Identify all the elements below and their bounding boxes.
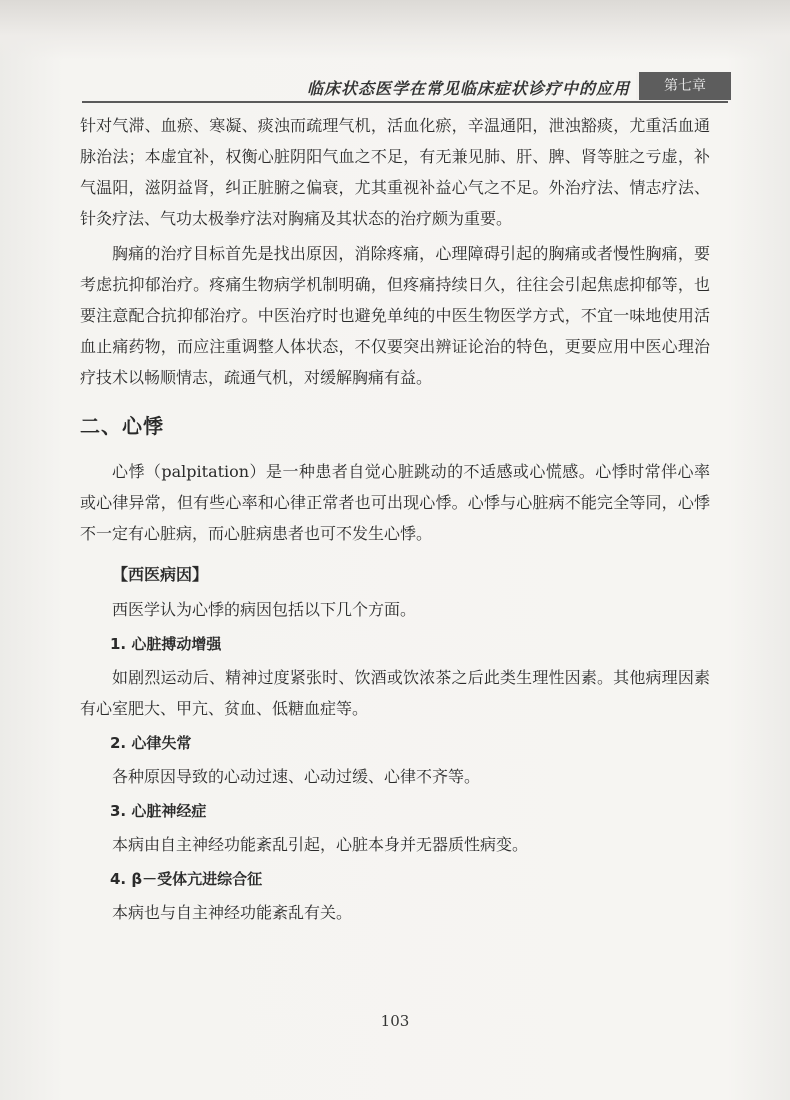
cause-heading: 2. 心律失常: [110, 734, 192, 752]
page-number: 103: [380, 1012, 410, 1030]
cause-heading: 3. 心脏神经症: [110, 802, 207, 820]
cause-text: 本病由自主神经功能紊乱引起，心脏本身并无器质性病变。: [112, 835, 529, 854]
chapter-tab: 第七章: [636, 72, 731, 100]
header-rule: [82, 101, 728, 103]
paragraph-continued: 针对气滞、血瘀、寒凝、痰浊而疏理气机，活血化瘀，辛温通阳，泄浊豁痰，尤重活血通脉治法；本虚宜补，权衡心脏阴阳气血之不足，有无兼见肺、肝、脾、肾等脏之亏虚，补气温阳，滋阴益肾，纠正脏腑之偏衰，尤其重视补益心气之不足。外治疗法、情志疗法、针灸疗法、气功太极拳疗法对胸痛及其状态的治疗颇为重要。: [80, 116, 710, 228]
running-header-title: 临床状态医学在常见临床症状诊疗中的应用: [306, 79, 630, 98]
paragraph-causes-intro: 西医学认为心悸的病因包括以下几个方面。: [112, 600, 417, 619]
cause-text: 本病也与自主神经功能紊乱有关。: [112, 903, 353, 922]
cause-text: 如剧烈运动后、精神过度紧张时、饮酒或饮浓茶之后此类生理性因素。其他病理因素有心室肥大、甲亢、贫血、低糖血症等。: [80, 668, 710, 718]
scan-shadow: [0, 0, 790, 60]
cause-heading: 4. β－受体亢进综合征: [110, 870, 263, 888]
section-title: 二、心悸: [80, 414, 164, 438]
subsection-heading: 【西医病因】: [112, 565, 209, 584]
cause-text: 各种原因导致的心动过速、心动过缓、心律不齐等。: [112, 767, 481, 786]
page-body: [80, 110, 710, 932]
paragraph-palpitation-definition: 心悸（palpitation）是一种患者自觉心脏跳动的不适感或心慌感。心悸时常伴心率或心律异常，但有些心率和心律正常者也可出现心悸。心悸与心脏病不能完全等同，心悸不一定有心脏病，而心脏病患者也可不发生心悸。: [80, 462, 710, 543]
paragraph-treatment-goal: 胸痛的治疗目标首先是找出原因，消除疼痛，心理障碍引起的胸痛或者慢性胸痛，要考虑抗抑郁治疗。疼痛生物病学机制明确，但疼痛持续日久，往往会引起焦虑抑郁等，也要注意配合抗抑郁治疗。中医治疗时也避免单纯的中医生物医学方式，不宜一味地使用活血止痛药物，而应注重调整人体状态，不仅要突出辨证论治的特色，更要应用中医心理治疗技术以畅顺情志，疏通气机，对缓解胸痛有益。: [80, 244, 710, 387]
cause-heading: 1. 心脏搏动增强: [110, 635, 222, 653]
